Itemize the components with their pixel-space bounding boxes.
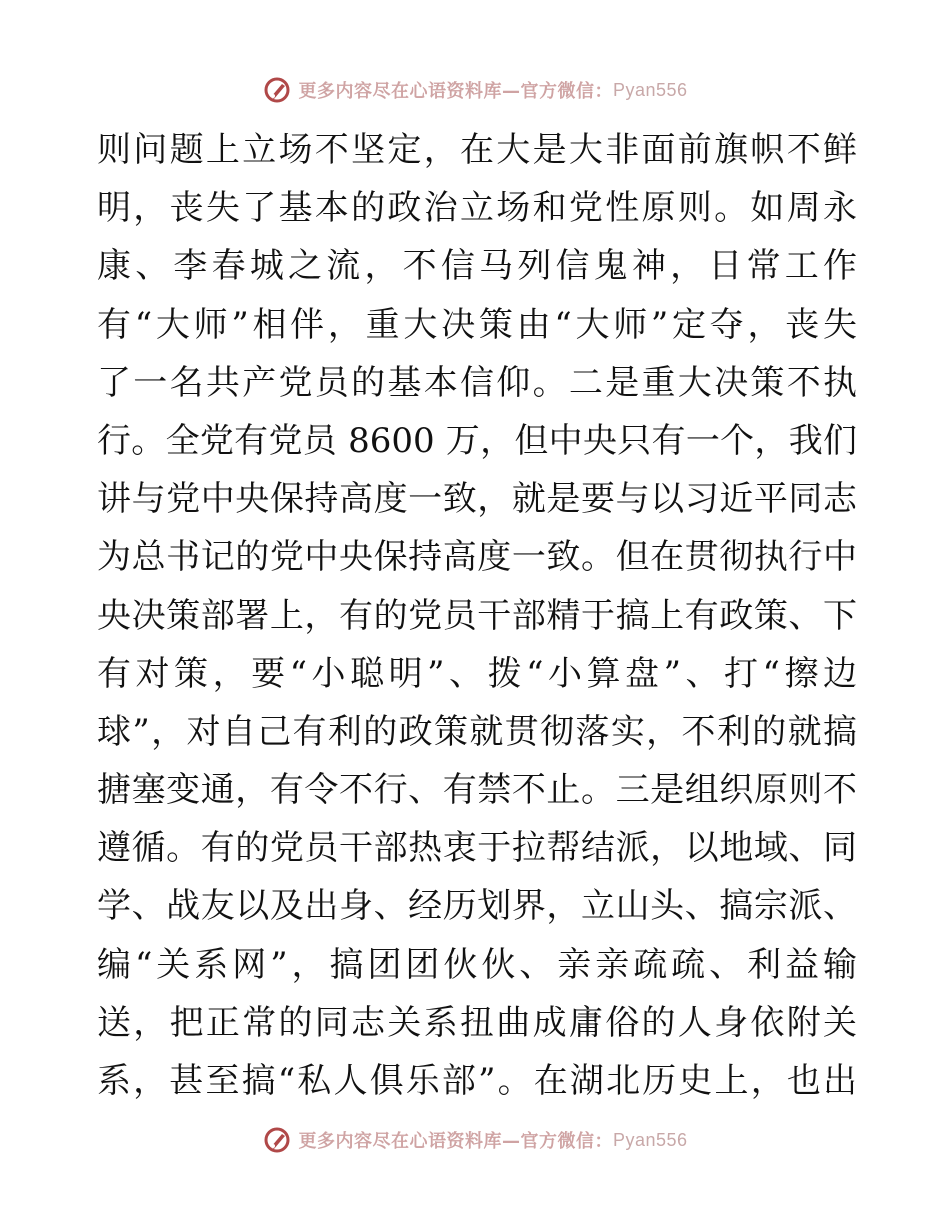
text-line: 球”，对自己有利的政策就贯彻落实，不利的就搞	[97, 711, 857, 752]
text-line: 有对策，要“小聪明”、拨“小算盘”、打“擦边	[97, 653, 857, 694]
text-line: 行。全党有党员 8600 万，但中央只有一个，我们	[97, 420, 857, 461]
text-line: 了一名共产党员的基本信仰。二是重大决策不执	[97, 362, 857, 403]
text-line: 央决策部署上，有的党员干部精于搞上有政策、下	[97, 595, 857, 636]
footer-watermark	[0, 1120, 950, 1160]
text-line: 则问题上立场不坚定，在大是大非面前旗帜不鲜	[97, 130, 857, 170]
watermark-text: 更多内容尽在心语资料库—官方微信：	[298, 1131, 613, 1152]
text-line: 讲与党中央保持高度一致，就是要与以习近平同志	[97, 479, 857, 520]
watermark-wechat-id: Pyan556	[612, 1129, 688, 1150]
text-line: 编“关系网”，搞团团伙伙、亲亲疏疏、利益输	[97, 944, 857, 985]
pen-circle-logo-icon	[262, 75, 292, 105]
pen-circle-logo-icon	[262, 1125, 292, 1155]
text-line: 明，丧失了基本的政治立场和党性原则。如周永	[97, 188, 857, 229]
text-line: 系，甚至搞“私人俱乐部”。在湖北历史上，也出	[97, 1061, 857, 1101]
text-line: 康、李春城之流，不信马列信鬼神，日常工作	[97, 246, 857, 287]
text-line: 为总书记的党中央保持高度一致。但在贯彻执行中	[97, 537, 857, 578]
text-line: 搪塞变通，有令不行、有禁不止。三是组织原则不	[97, 770, 857, 811]
watermark-text: 更多内容尽在心语资料库—官方微信：	[298, 81, 613, 102]
text-line: 有“大师”相伴，重大决策由“大师”定夺，丧失	[97, 304, 857, 345]
header-watermark	[0, 70, 950, 110]
text-line: 学、战友以及出身、经历划界，立山头、搞宗派、	[97, 886, 857, 927]
text-line: 遵循。有的党员干部热衷于拉帮结派，以地域、同	[97, 828, 857, 869]
watermark-wechat-id: Pyan556	[612, 79, 688, 100]
text-line: 送，把正常的同志关系扭曲成庸俗的人身依附关	[97, 1002, 857, 1043]
document-body	[97, 121, 857, 1110]
